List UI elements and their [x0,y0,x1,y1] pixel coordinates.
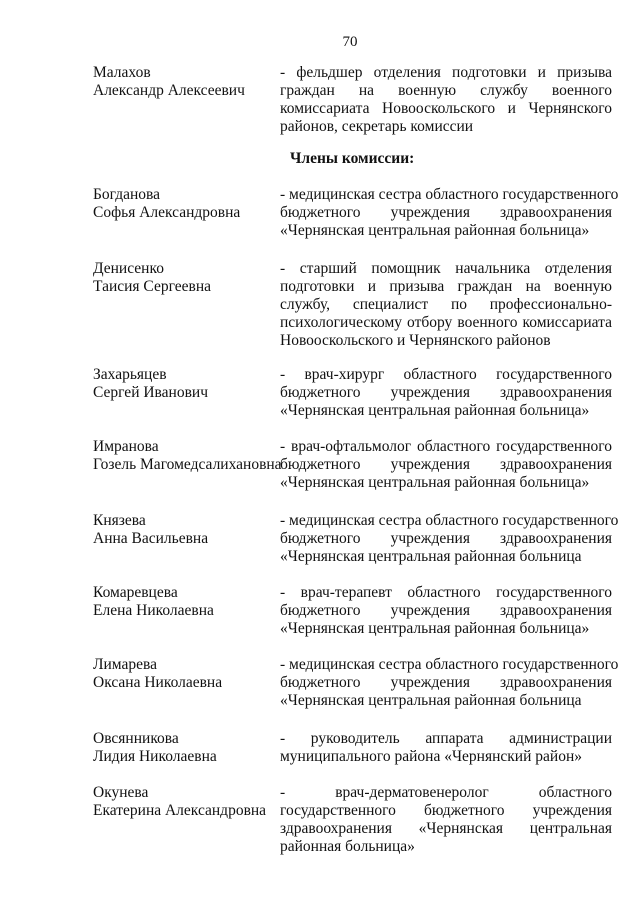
role-line: бюджетного учреждения здравоохранения [280,602,612,619]
member-role [280,186,619,240]
given-names: Екатерина Александровна [93,802,267,819]
role-line: здравоохранения «Чернянская центральная [280,820,612,837]
given-names: Гозель Магомедсалихановна [93,456,282,473]
role-line: комиссариата Новооскольского и Чернянского [280,100,612,117]
surname: Малахов [93,64,151,81]
given-names: Оксана Николаевна [93,674,223,691]
member-name [93,656,283,692]
surname: Комаревцева [93,584,178,601]
role-line: государственного бюджетного учреждения [280,802,612,819]
member-name [93,438,283,474]
member-name [93,730,283,766]
role-line: граждан на военную службу военного [280,82,612,99]
role-line: службу, специалист по профессионально- [280,296,612,313]
given-names: Сергей Иванович [93,384,209,401]
secretary-name [93,64,283,100]
role-line: - медицинская сестра областного государственного [280,186,619,203]
role-line: «Чернянская центральная районная больница» [280,474,590,491]
role-line: «Чернянская центральная районная больница» [280,620,590,637]
member-role [280,260,612,350]
given-names: Софья Александровна [93,204,241,221]
role-line: бюджетного учреждения здравоохранения [280,674,612,691]
member-role [280,656,619,710]
member-name [93,260,283,296]
role-line: - врач-дерматовенеролог областного [280,784,612,801]
role-line: подготовки и призыва граждан на военную [280,278,612,295]
member-name [93,784,283,820]
member-role [280,584,612,638]
member-role [280,784,612,856]
member-name [93,186,283,222]
surname: Окунева [93,784,149,801]
member-role [280,366,612,420]
member-role [280,438,612,492]
surname: Лимарева [93,656,158,673]
role-line: Новооскольского и Чернянского районов [280,332,551,349]
role-line: районная больница» [280,838,415,855]
role-line: бюджетного учреждения здравоохранения [280,384,612,401]
role-line: бюджетного учреждения здравоохранения [280,530,612,547]
secretary-role [280,64,612,136]
member-name [93,512,283,548]
role-line: - врач-офтальмолог областного государственного [280,438,612,455]
member-name [93,366,283,402]
surname: Захарьяцев [93,366,167,383]
role-line: - старший помощник начальника отделения [280,260,612,277]
role-line: «Чернянская центральная районная больница [280,548,582,565]
section-title: Члены комиссии: [290,150,415,167]
role-line: районов, секретарь комиссии [280,118,474,135]
given-names: Анна Васильевна [93,530,209,547]
role-line: - руководитель аппарата администрации [280,730,612,747]
surname: Денисенко [93,260,164,277]
surname: Овсянникова [93,730,179,747]
role-line: бюджетного учреждения здравоохранения [280,204,612,221]
role-line: бюджетного учреждения здравоохранения [280,456,612,473]
role-line: - врач-хирург областного государственного [280,366,612,383]
surname: Князева [93,512,146,529]
role-line: «Чернянская центральная районная больница» [280,402,590,419]
member-name [93,584,283,620]
role-line: «Чернянская центральная районная больница» [280,222,590,239]
given-names: Лидия Николаевна [93,748,217,765]
role-line: «Чернянская центральная районная больница [280,692,582,709]
given-names: Елена Николаевна [93,602,214,619]
surname: Имранова [93,438,159,455]
surname: Богданова [93,186,161,203]
given-names: Таисия Сергеевна [93,278,211,295]
role-line: - медицинская сестра областного государственного [280,656,619,673]
given-names: Александр Алексеевич [93,82,245,99]
role-line: - фельдшер отделения подготовки и призыва [280,64,612,81]
member-role [280,730,612,766]
page-number: 70 [342,34,358,50]
role-line: - медицинская сестра областного государственного [280,512,619,529]
role-line: психологическому отбору военного комиссариата [280,314,612,331]
role-line: - врач-терапевт областного государственного [280,584,612,601]
member-role [280,512,619,566]
role-line: муниципального района «Чернянский район» [280,748,582,765]
